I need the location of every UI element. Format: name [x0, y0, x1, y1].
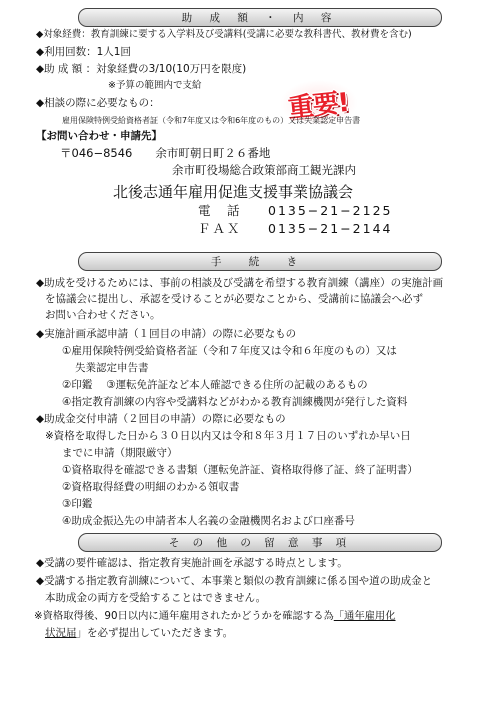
- grant-item-3: ③印鑑: [62, 498, 93, 510]
- fax-number: 0135−21−2144: [268, 221, 393, 236]
- note-3a: [34, 609, 396, 623]
- plan-item-1b: 失業認定申告書: [75, 362, 149, 374]
- section-header-procedure: 手 続 き: [78, 252, 442, 271]
- contact-dept: 余市町役場総合政策部商工観光課内: [172, 163, 356, 177]
- grant-amount: ◆助 成 額 ：対象経費の3/10(10万円を限度): [36, 63, 247, 75]
- docs-title: ◆相談の際に必要なもの：: [36, 97, 160, 109]
- note-2b: 本助成金の両方を受給することはできません。: [45, 592, 267, 604]
- grant-item-1: ①資格取得を確認できる書類（運転免許証、資格取得修了証、終了証明書）: [62, 464, 418, 476]
- grant-budget-note: ※予算の範囲内で支給: [108, 80, 202, 91]
- tel-number: 0135−21−2125: [268, 203, 393, 218]
- note-3a-text: ※資格取得後、90日以内に通年雇用されたかどうかを確認する為: [34, 610, 334, 622]
- contact-org: 北後志通年雇用促進支援事業協議会: [113, 183, 354, 201]
- procedure-intro-2: を協議会に提出し、承認を受けることが必要なことから、受講前に協議会へ必ず: [45, 293, 423, 305]
- fax-label: ＦＡＸ: [198, 221, 242, 236]
- note-2a: ◆受講する指定教育訓練について、本事業と類似の教育訓練に係る国や道の助成金と: [36, 575, 433, 587]
- plan-title: ◆実施計画承認申請（１回目の申請）の際に必要なもの: [36, 328, 297, 340]
- procedure-intro-3: お問い合わせください。: [45, 309, 161, 321]
- note-3b-form-name: 状況届: [45, 627, 77, 639]
- grant-count: ◆利用回数：1人1回: [36, 46, 131, 58]
- docs-detail: 雇用保険特例受給資格者証（令和7年度又は令和6年度のもの）又は失業認定申告書: [62, 116, 361, 125]
- plan-item-1a: ①雇用保険特例受給資格者証（令和７年度又は令和６年度のもの）又は: [62, 345, 397, 357]
- section-header-notes: そ の 他 の 留 意 事 項: [78, 533, 442, 552]
- grant-item-4: ④助成金振込先の申請者本人名義の金融機関名および口座番号: [62, 515, 355, 527]
- procedure-intro-1: ◆助成を受けるためには、事前の相談及び受講を希望する教育訓練（講座）の実施計画: [36, 277, 444, 289]
- grant-item-2: ②資格取得経費の明細のわかる領収書: [62, 481, 240, 493]
- plan-item-2-3: ②印鑑 ③運転免許証など本人確認できる住所の記載のあるもの: [62, 379, 368, 391]
- contact-postal: 〒046−8546 余市町朝日町２６番地: [60, 146, 271, 160]
- deadline-a: ※資格を取得した日から３０日以内又は令和８年３月１７日のいずれか早い日: [45, 430, 411, 442]
- note-3a-form-name: 「通年雇用化: [333, 610, 396, 622]
- contact-title: 【お問い合わせ・申請先】: [36, 130, 162, 142]
- note-1: ◆受講の要件確認は、指定教育実施計画を承認する時点とします。: [36, 557, 348, 569]
- note-3b-text: 」を必ず提出していただきます。: [76, 627, 234, 639]
- grant-expenses: ◆対象経費：教育訓練に要する入学料及び受講料(受講に必要な教科書代、教材費を含む): [36, 29, 412, 40]
- note-3b: [45, 626, 233, 640]
- tel-label: 電 話: [198, 203, 242, 218]
- important-badge: 重要!: [286, 87, 351, 124]
- section-header-grant: 助 成 額 ・ 内 容: [78, 8, 442, 27]
- deadline-b: までに申請（期限厳守）: [62, 447, 178, 459]
- grant-apply-title: ◆助成金交付申請（２回目の申請）の際に必要なもの: [36, 413, 286, 425]
- plan-item-4: ④指定教育訓練の内容や受講料などがわかる教育訓練機関が発行した資料: [62, 396, 408, 408]
